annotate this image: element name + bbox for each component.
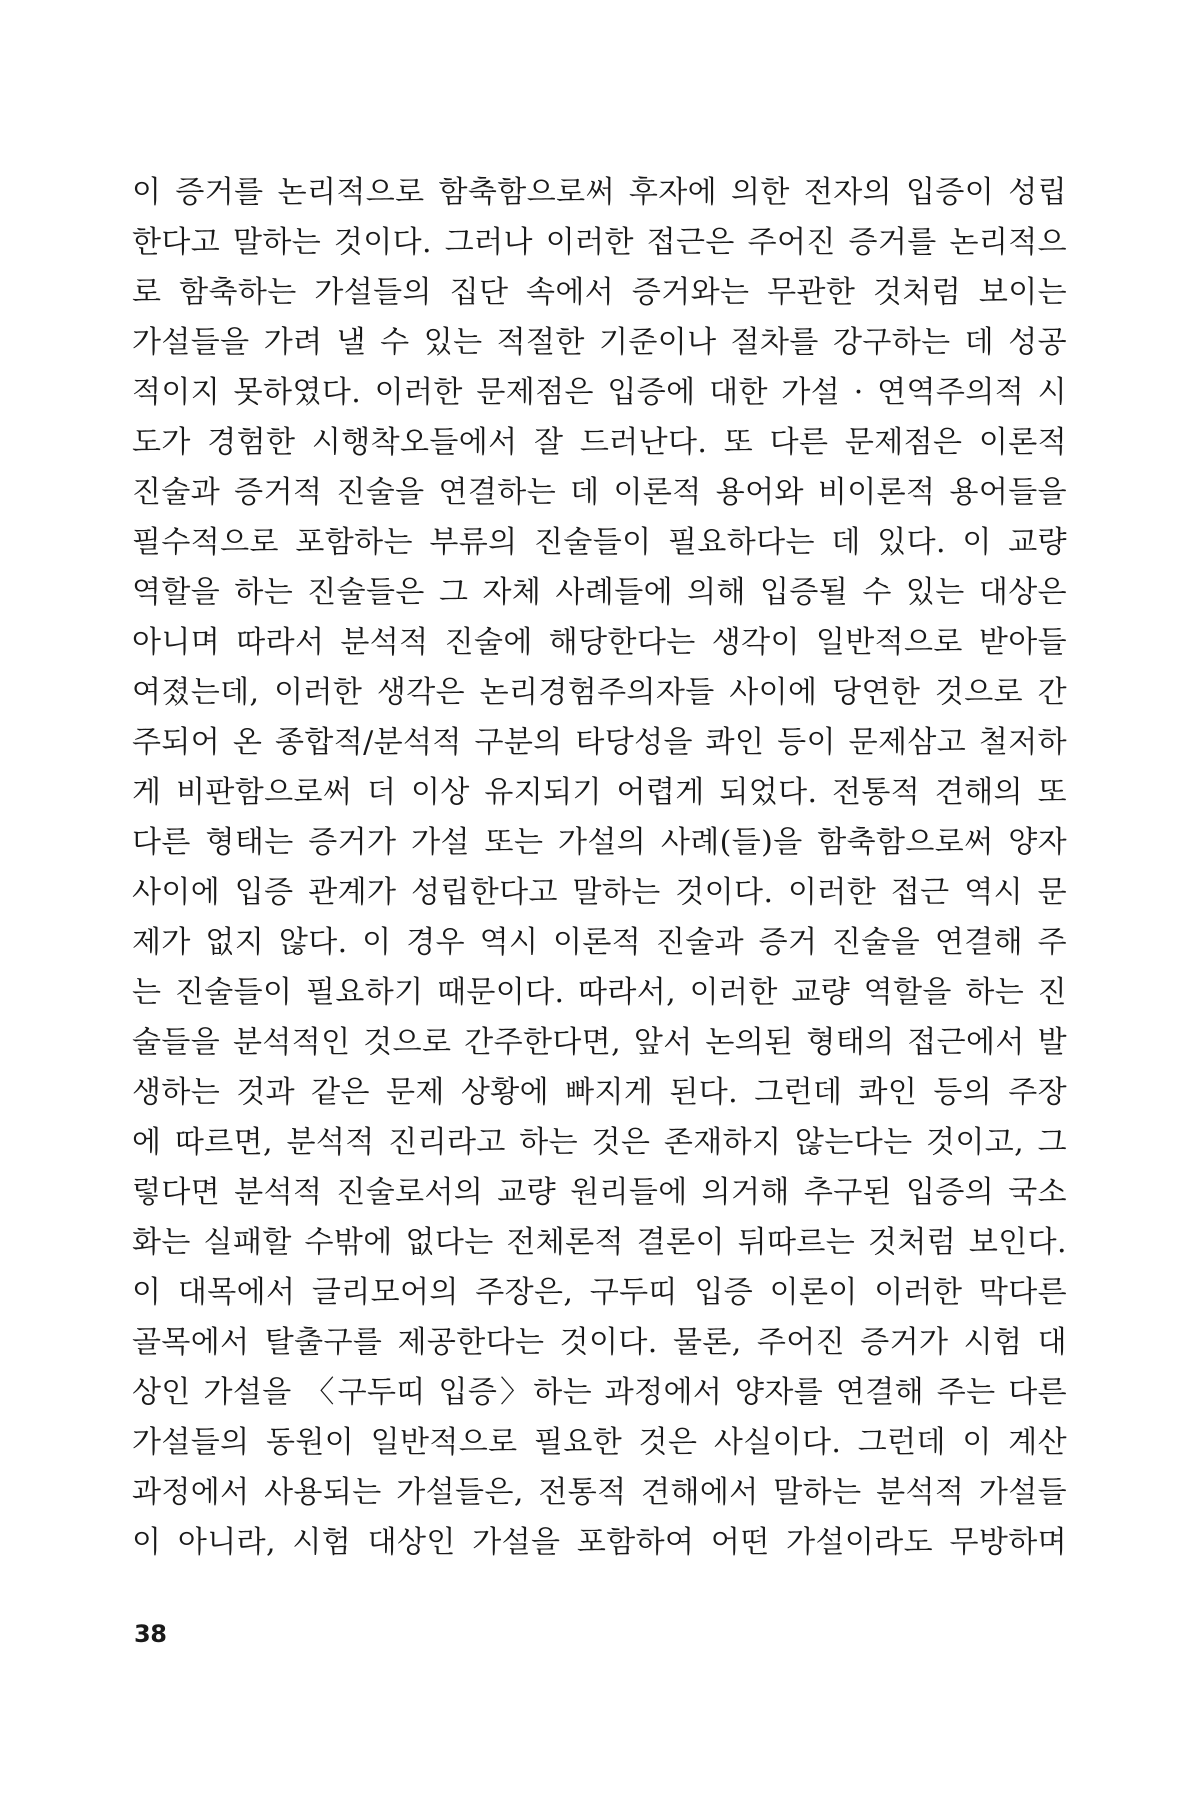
page-number: 38 bbox=[134, 1620, 167, 1648]
text-line: 진술과 증거적 진술을 연결하는 데 이론적 용어와 비이론적 용어들을 bbox=[132, 475, 1067, 510]
text-line: 제가 없지 않다. 이 경우 역시 이론적 진술과 증거 진술을 연결해 주 bbox=[132, 925, 1067, 960]
text-line: 술들을 분석적인 것으로 간주한다면, 앞서 논의된 형태의 접근에서 발 bbox=[132, 1025, 1067, 1060]
text-line: 골목에서 탈출구를 제공한다는 것이다. 물론, 주어진 증거가 시험 대 bbox=[132, 1325, 1067, 1360]
text-line: 이 증거를 논리적으로 함축함으로써 후자에 의한 전자의 입증이 성립 bbox=[132, 175, 1067, 210]
text-line: 가설들을 가려 낼 수 있는 적절한 기준이나 절차를 강구하는 데 성공 bbox=[132, 325, 1067, 360]
text-line: 주되어 온 종합적/분석적 구분의 타당성을 콰인 등이 문제삼고 철저하 bbox=[132, 725, 1067, 760]
text-line: 도가 경험한 시행착오들에서 잘 드러난다. 또 다른 문제점은 이론적 bbox=[132, 425, 1067, 460]
text-line: 역할을 하는 진술들은 그 자체 사례들에 의해 입증될 수 있는 대상은 bbox=[132, 575, 1067, 610]
body-text bbox=[132, 168, 1067, 1568]
text-line: 적이지 못하였다. 이러한 문제점은 입증에 대한 가설 · 연역주의적 시 bbox=[132, 375, 1067, 410]
text-line: 한다고 말하는 것이다. 그러나 이러한 접근은 주어진 증거를 논리적으 bbox=[132, 225, 1067, 260]
text-line: 이 아니라, 시험 대상인 가설을 포함하여 어떤 가설이라도 무방하며 bbox=[132, 1525, 1067, 1560]
text-line: 로 함축하는 가설들의 집단 속에서 증거와는 무관한 것처럼 보이는 bbox=[132, 275, 1067, 310]
text-line: 에 따르면, 분석적 진리라고 하는 것은 존재하지 않는다는 것이고, 그 bbox=[132, 1125, 1067, 1160]
text-line: 여졌는데, 이러한 생각은 논리경험주의자들 사이에 당연한 것으로 간 bbox=[132, 675, 1067, 710]
text-line: 렇다면 분석적 진술로서의 교량 원리들에 의거해 추구된 입증의 국소 bbox=[132, 1175, 1067, 1210]
text-line: 는 진술들이 필요하기 때문이다. 따라서, 이러한 교량 역할을 하는 진 bbox=[132, 975, 1067, 1010]
text-line: 과정에서 사용되는 가설들은, 전통적 견해에서 말하는 분석적 가설들 bbox=[132, 1475, 1067, 1510]
text-line: 아니며 따라서 분석적 진술에 해당한다는 생각이 일반적으로 받아들 bbox=[132, 625, 1067, 660]
text-line: 사이에 입증 관계가 성립한다고 말하는 것이다. 이러한 접근 역시 문 bbox=[132, 875, 1067, 910]
text-line: 생하는 것과 같은 문제 상황에 빠지게 된다. 그런데 콰인 등의 주장 bbox=[132, 1075, 1067, 1110]
text-line: 필수적으로 포함하는 부류의 진술들이 필요하다는 데 있다. 이 교량 bbox=[132, 525, 1067, 560]
text-line: 이 대목에서 글리모어의 주장은, 구두띠 입증 이론이 이러한 막다른 bbox=[132, 1275, 1067, 1310]
text-line: 상인 가설을 〈구두띠 입증〉하는 과정에서 양자를 연결해 주는 다른 bbox=[132, 1375, 1067, 1410]
text-line: 다른 형태는 증거가 가설 또는 가설의 사례(들)을 함축함으로써 양자 bbox=[132, 825, 1067, 860]
text-line: 게 비판함으로써 더 이상 유지되기 어렵게 되었다. 전통적 견해의 또 bbox=[132, 775, 1067, 810]
text-line: 화는 실패할 수밖에 없다는 전체론적 결론이 뒤따르는 것처럼 보인다. bbox=[132, 1225, 1067, 1260]
text-line: 가설들의 동원이 일반적으로 필요한 것은 사실이다. 그런데 이 계산 bbox=[132, 1425, 1067, 1460]
